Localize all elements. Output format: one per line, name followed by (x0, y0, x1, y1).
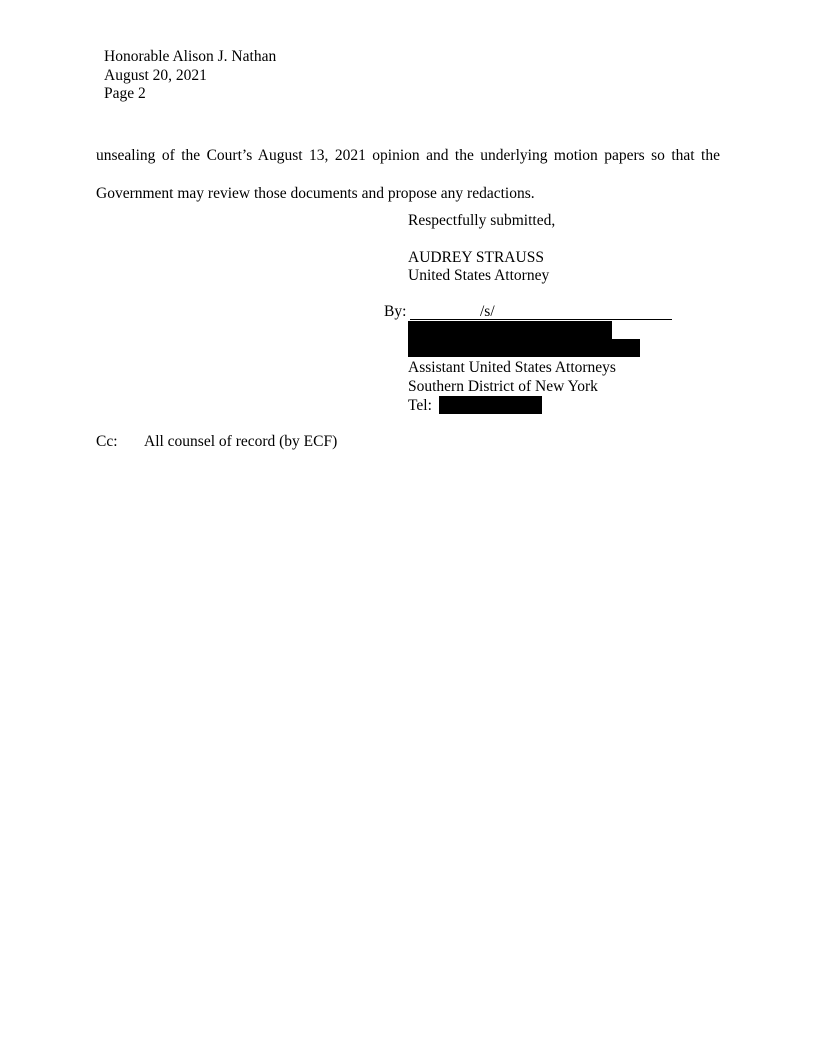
by-label: By: (384, 303, 407, 320)
assistant-attorneys-title: Assistant United States Attorneys (408, 359, 616, 376)
cc-recipients: All counsel of record (by ECF) (144, 433, 338, 450)
redaction-block-name-1 (408, 321, 612, 339)
cc-label: Cc: (96, 433, 118, 450)
tel-label: Tel: (408, 397, 432, 414)
district-line: Southern District of New York (408, 378, 598, 395)
us-attorney-name: AUDREY STRAUSS (408, 249, 544, 266)
closing-line: Respectfully submitted, (408, 212, 556, 229)
signature-line (410, 319, 672, 320)
recipient-line: Honorable Alison J. Nathan (104, 48, 277, 65)
us-attorney-title: United States Attorney (408, 267, 550, 284)
signature-mark: /s/ (480, 303, 495, 320)
body-line-1: unsealing of the Court’s August 13, 2021 opinion and the underlying motion papers so that the (96, 147, 720, 164)
redaction-block-phone (439, 396, 542, 414)
date-line: August 20, 2021 (104, 66, 207, 84)
body-paragraph (96, 137, 720, 213)
letter-header (104, 48, 276, 104)
body-line-2: Government may review those documents and propose any redactions. (96, 185, 535, 202)
redaction-block-name-2 (408, 339, 640, 357)
page-number: Page 2 (104, 85, 146, 102)
